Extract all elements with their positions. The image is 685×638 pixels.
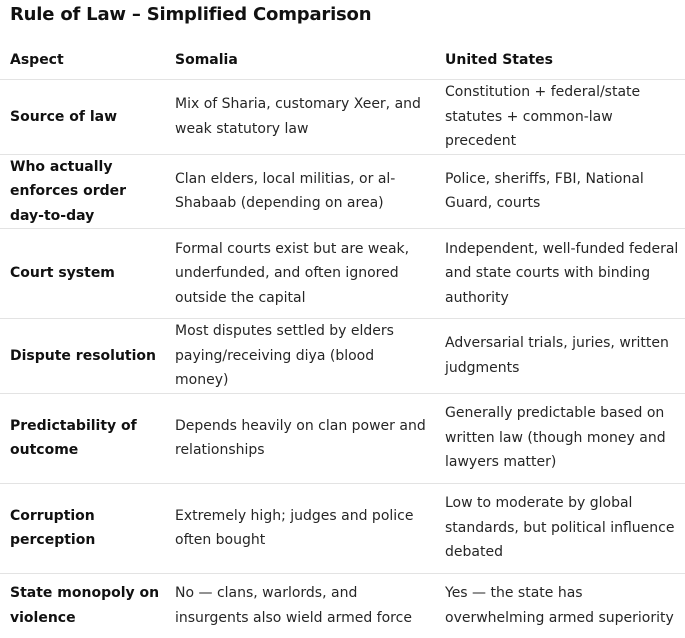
united-states-cell: Police, sheriffs, FBI, National Guard, courts	[435, 154, 685, 229]
aspect-cell: Court system	[0, 229, 165, 319]
united-states-cell: Constitution + federal/state statutes + common-law precedent	[435, 80, 685, 155]
somalia-cell: Formal courts exist but are weak, underfunded, and often ignored outside the capital	[165, 229, 435, 319]
aspect-cell: Source of law	[0, 80, 165, 155]
somalia-cell: Most disputes settled by elders paying/receiving diya (blood money)	[165, 319, 435, 394]
united-states-cell: Independent, well-funded federal and state courts with binding authority	[435, 229, 685, 319]
aspect-cell: State monopoly on violence	[0, 573, 165, 638]
table-row	[0, 319, 685, 394]
aspect-cell: Who actually enforces order day-to-day	[0, 154, 165, 229]
somalia-cell: No — clans, warlords, and insurgents also wield armed force	[165, 573, 435, 638]
table-row	[0, 573, 685, 638]
column-header-somalia: Somalia	[175, 52, 238, 69]
page-title: Rule of Law – Simplified Comparison	[10, 4, 372, 25]
comparison-table	[0, 42, 685, 638]
table-row	[0, 229, 685, 319]
somalia-cell: Clan elders, local militias, or al-Shabaab (depending on area)	[165, 154, 435, 229]
somalia-cell: Depends heavily on clan power and relationships	[165, 393, 435, 483]
somalia-cell: Mix of Sharia, customary Xeer, and weak statutory law	[165, 80, 435, 155]
aspect-cell: Dispute resolution	[0, 319, 165, 394]
united-states-cell: Low to moderate by global standards, but political influence debated	[435, 483, 685, 573]
united-states-cell: Adversarial trials, juries, written judgments	[435, 319, 685, 394]
table-row	[0, 80, 685, 155]
column-header-aspect: Aspect	[10, 52, 64, 69]
united-states-cell: Yes — the state has overwhelming armed superiority	[435, 573, 685, 638]
table-header-row	[0, 42, 685, 80]
united-states-cell: Generally predictable based on written law (though money and lawyers matter)	[435, 393, 685, 483]
table-row	[0, 483, 685, 573]
aspect-cell: Predictability of outcome	[0, 393, 165, 483]
aspect-cell: Corruption perception	[0, 483, 165, 573]
somalia-cell: Extremely high; judges and police often bought	[165, 483, 435, 573]
column-header-united-states: United States	[445, 52, 553, 69]
table-row	[0, 393, 685, 483]
table-row	[0, 154, 685, 229]
